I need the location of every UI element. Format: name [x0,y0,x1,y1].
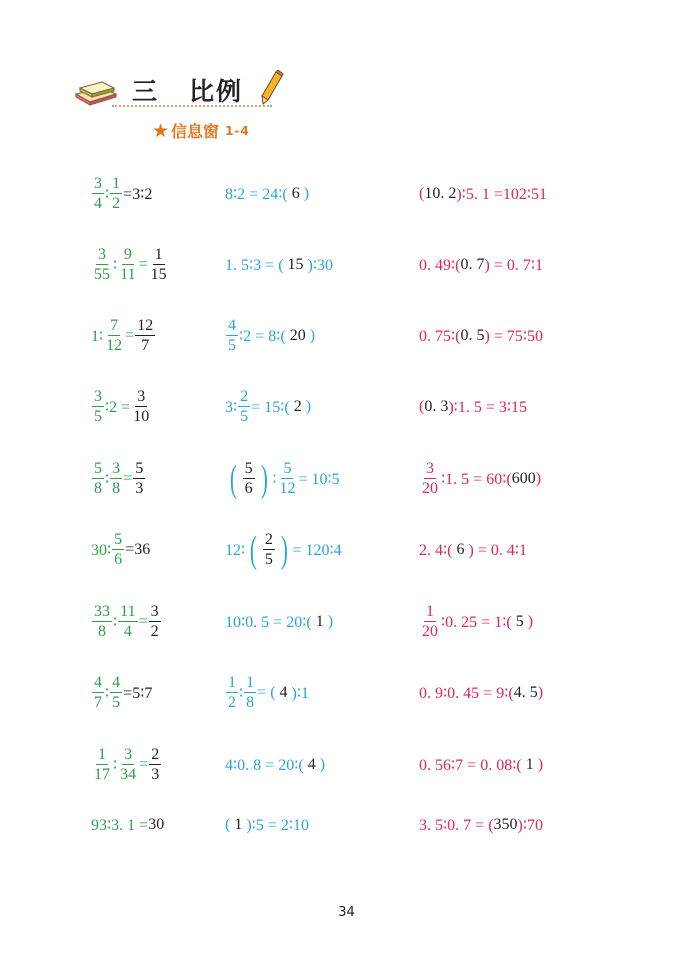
expression-text: ) [527,613,534,630]
expression-text: ∶2 = [105,399,131,416]
expression-text: =5∶7 [123,685,153,702]
problem-col1: 1∶ $\frac{7}{12}$ = $\frac{12}{7}$ [91,317,154,354]
problem-col3 [419,669,543,717]
problem-col3 [419,526,527,574]
denominator: 3 [135,480,144,497]
expression-text: )∶1. 5 = 3∶15 [448,399,528,416]
denominator: 5 [240,408,249,425]
denominator: 34 [120,766,137,783]
expression-text: )∶5 = 2∶10 [246,817,310,834]
fraction [110,176,122,212]
denominator: 2 [112,195,121,212]
numerator: 12 [137,317,154,334]
subheader [152,119,250,142]
numerator: 11 [120,603,136,620]
numerator: 3 [124,746,133,763]
answer: 15 [287,256,304,273]
expression-text: ) [327,613,334,630]
problem-col1 [91,801,164,849]
problem-col2 [225,312,315,360]
numerator: 5 [283,460,292,477]
fraction [92,747,112,783]
denominator: 10 [133,408,150,425]
problem-col2 [225,526,342,574]
fraction [420,604,440,640]
expression-text: 8∶2 = 24∶( [225,186,288,203]
denominator: 2 [150,623,159,640]
expression-text: =36 [125,541,151,558]
expression-text: 3. 5∶0. 7 = ( [419,817,494,834]
expression-text: = 15∶( [251,399,290,416]
problem-col2: $\frac{1}{2}$ ∶ $\frac{1}{8}$ = ( 4 )∶1 [228,674,310,711]
answer: 1 [315,613,324,630]
numerator: 1 [154,246,163,263]
fraction [244,675,256,711]
numerator: 1 [426,603,434,620]
denominator: 55 [94,266,110,283]
denominator: 8 [94,480,102,497]
problem-col3 [419,170,547,218]
expression-text: 3∶ [225,399,238,416]
denominator: 7 [94,694,102,711]
subheader-label: 信息窗 [171,122,220,141]
answer: 600 [511,470,536,487]
exercise-row [0,669,693,717]
denominator: 5 [94,408,102,425]
expression-text: ) [535,470,542,487]
expression-text: )∶70 [517,817,544,834]
fraction [92,604,112,640]
expression-text: ) = 0. 7∶1 [484,257,544,274]
denominator: 5 [228,337,236,354]
problem-col1 [91,526,150,574]
numerator: 4 [94,674,102,691]
numerator: 3 [94,388,102,405]
problem-col3 [419,598,533,646]
expression-text: = 120∶4 [292,542,342,559]
expression-text: ( [419,185,425,202]
exercise-row [0,170,693,218]
fraction [92,176,104,212]
numerator: 5 [94,460,102,477]
expression-text: )∶5. 1 =102∶51 [456,186,548,203]
problem-col2 [225,383,311,431]
exercise-row [0,741,693,789]
expression-text: )∶30 [307,257,334,274]
books-icon [72,76,120,106]
numerator: 1 [98,746,106,763]
answer: 350 [493,816,518,833]
problem-col3 [419,312,543,360]
fraction [238,389,250,425]
answer [149,747,161,783]
denominator: 20 [422,623,438,640]
title-topic: 比例 [189,77,244,106]
problem-col3 [419,455,541,503]
expression-text: ) [537,684,544,701]
expression-text: ∶2 = 8∶( [239,328,286,345]
denominator: 4 [123,623,132,640]
expression-text: ∶0. 25 = 1∶( [441,614,512,631]
numerator: 33 [94,603,110,620]
expression-text: ) [280,529,288,571]
fraction [104,318,124,354]
expression-text: 0. 75∶( [419,328,461,345]
expression-text: 93∶3. 1 = [91,817,149,834]
numerator: 9 [123,246,132,263]
exercise-row [0,455,693,503]
expression-text: ) [260,458,268,500]
numerator: 4 [228,317,236,334]
answer: 4 [279,684,288,701]
denominator: 15 [150,266,167,283]
answer: 2 [293,398,302,415]
answer [133,461,145,497]
denominator: 6 [244,480,253,497]
answer: 20 [289,327,306,344]
denominator: 12 [106,337,123,354]
fraction [92,247,112,283]
problem-col2: ( $\frac{5}{6}$ ) ∶ $\frac{5}{12}$ = 10∶5 [229,458,340,500]
fraction [110,675,122,711]
numerator: 3 [112,460,121,477]
fraction [92,389,104,425]
numerator: 7 [110,317,119,334]
answer: 10. 2 [424,185,457,202]
expression-text: ) [305,398,312,415]
denominator: 11 [120,266,136,283]
answer [149,247,169,283]
answer [149,604,161,640]
problem-col1 [91,383,152,431]
expression-text: ( [229,458,237,500]
answer: 30 [148,816,165,833]
exercise-row [0,598,693,646]
problem-col3 [419,801,543,849]
denominator: 12 [279,480,296,497]
fraction [420,461,440,497]
expression-text: =3∶2 [123,186,153,203]
denominator: 7 [141,337,150,354]
numerator: 5 [135,460,144,477]
expression-text: 4∶0. 8 = 20∶( [225,757,304,774]
expression-text: 1∶ [91,328,104,345]
numerator: 1 [228,674,236,691]
expression-text: ) = 75∶50 [484,328,544,345]
title-number: 三 [132,77,160,106]
problem-col3 [419,383,527,431]
problem-col2 [225,241,333,289]
expression-text: ) [303,185,310,202]
denominator: 4 [94,195,102,212]
expression-text: = 10∶5 [298,471,340,488]
problem-col1: $\frac{5}{8}$ ∶ $\frac{3}{8}$ = $\frac{5}{3}$ [94,460,144,497]
denominator: 3 [151,766,160,783]
expression-text: ( [419,398,425,415]
fraction [110,461,122,497]
numerator: 1 [246,674,255,691]
expression-text: ) = 0. 4∶1 [468,542,528,559]
numerator: 5 [114,531,123,548]
subheader-code: 1-4 [225,123,250,138]
answer: 1 [234,816,243,833]
answer [263,532,275,568]
expression-text: ) [309,327,316,344]
unit-title [132,72,243,108]
fraction [92,675,104,711]
answer: 4. 5 [513,684,538,701]
denominator: 17 [94,766,110,783]
numerator: 2 [264,531,273,548]
denominator: 6 [114,551,123,568]
exercise-row [0,801,693,849]
problem-col3 [419,741,543,789]
numerator: 4 [112,674,121,691]
problem-col2 [225,598,333,646]
exercise-row [0,241,693,289]
fraction [277,461,297,497]
expression-text: 1. 5∶3 = ( [225,257,284,274]
denominator: 8 [246,694,255,711]
pencil-icon [258,70,284,106]
problem-col1: $\frac{4}{7}$ ∶ $\frac{4}{5}$ =5∶7 [94,674,153,711]
answer [131,389,151,425]
expression-text: 0. 56∶7 = 0. 08∶( [419,757,522,774]
problem-col1: $\frac{3}{4}$ ∶ $\frac{1}{2}$ =3∶2 [94,175,153,212]
answer: 5 [515,613,524,630]
problem-col1: $\frac{33}{8}$ ∶ $\frac{11}{4}$ = $\frac{3}{2}$ [94,603,159,640]
expression-text: = ( [257,684,276,701]
expression-text: 2. 4∶( [419,542,453,559]
numerator: 5 [244,460,253,477]
answer: 6 [456,541,465,558]
expression-text: 30∶ [91,542,112,559]
numerator: 3 [150,603,159,620]
numerator: 3 [98,246,106,263]
fraction [112,532,124,568]
answer: 6 [291,185,300,202]
answer: 0. 7 [460,256,485,273]
problem-col1: $\frac{3}{55}$ ∶ $\frac{9}{11}$ = $\frac{1}{15}$ [94,246,167,283]
denominator: 2 [228,694,236,711]
answer: 0. 5 [460,327,485,344]
numerator: 2 [240,388,249,405]
denominator: 5 [112,694,121,711]
numerator: 3 [426,460,434,477]
answer: 1 [525,756,534,773]
section-header [72,70,332,120]
expression-text: ) [537,756,544,773]
fraction [118,604,137,640]
numerator: 1 [112,175,121,192]
expression-text: ( [250,529,257,571]
problem-col2 [225,801,309,849]
exercise-row [0,526,693,574]
answer: 4 [307,756,316,773]
expression-text: ) [319,756,326,773]
problem-col1: $\frac{1}{17}$ ∶ $\frac{3}{34}$ = $\frac{2}{3}$ [94,746,160,783]
denominator: 20 [422,480,438,497]
denominator: 8 [98,623,106,640]
fraction [226,318,238,354]
numerator: 3 [94,175,102,192]
denominator: 8 [112,480,121,497]
star-icon: ★ [152,119,170,142]
fraction [92,461,104,497]
problem-col3 [419,241,543,289]
problem-col2 [225,741,325,789]
expression-text: )∶1 [291,685,310,702]
problem-col2 [225,170,309,218]
expression-text: ( [225,816,231,833]
exercise-row [0,383,693,431]
exercise-row [0,312,693,360]
fraction [226,675,238,711]
numerator: 2 [151,746,160,763]
expression-text: 0. 9∶0. 45 = 9∶( [419,685,514,702]
numerator: 3 [137,388,146,405]
answer [243,461,255,497]
fraction [118,247,137,283]
expression-text: 10∶0. 5 = 20∶( [225,614,312,631]
answer [135,318,155,354]
expression-text: ∶1. 5 = 60∶( [441,471,512,488]
fraction [118,747,138,783]
answer: 0. 3 [424,398,449,415]
expression-text: 0. 49∶( [419,257,461,274]
expression-text: 12∶ [225,542,246,559]
page-number: 34 [338,905,355,920]
denominator: 5 [264,551,273,568]
header-dotted-line [112,105,272,107]
